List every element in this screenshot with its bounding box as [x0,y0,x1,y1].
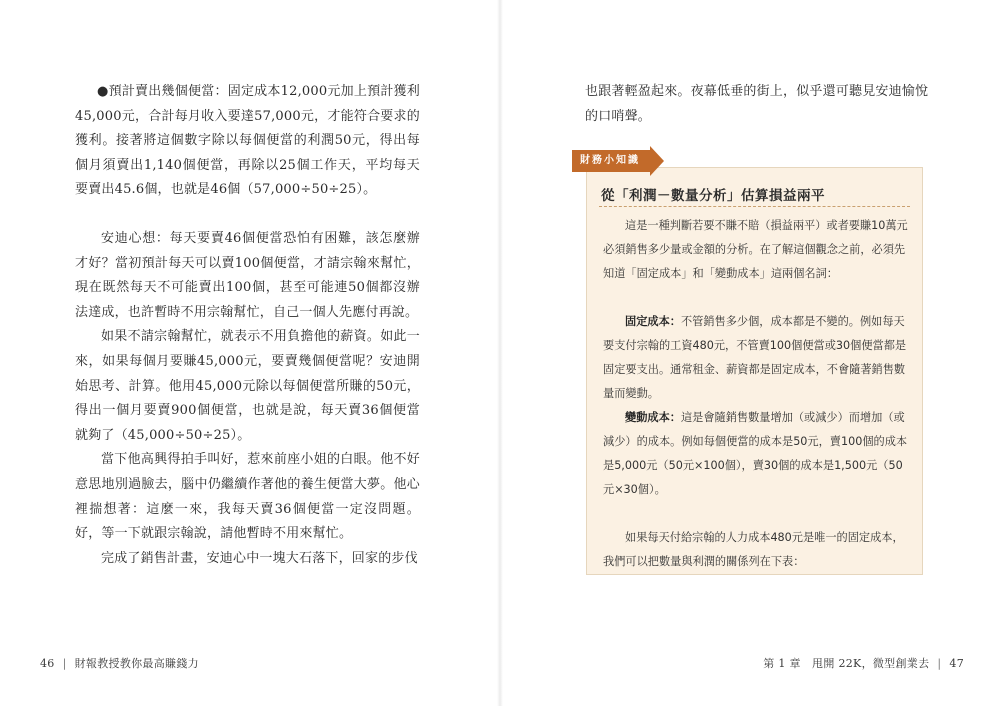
sidebar-divider [599,206,910,207]
footer-separator: | [62,657,67,670]
variable-cost-term: 變動成本： [625,411,681,424]
sidebar-body [603,214,908,574]
paragraph-continuation: 也跟著輕盈起來。夜幕低垂的街上，似乎還可聽見安迪愉悅的口哨聲。 [585,84,929,124]
sidebar-title: 從「利潤－數量分析」估算損益兩平 [601,188,825,204]
paragraph-without-helper: 如果不請宗翰幫忙，就表示不用負擔他的薪資。如此一來，如果每個月要賺45,000元，要賣幾個便當呢？安迪開始思考、計算。他用45,000元除以每個便當所賺的50元，得出一個月要賣900個便當，也就是說，每天賣36個便當就夠了（45,000÷50÷25）。 [75,329,420,443]
variable-cost-text: 這是會隨銷售數量增加（或減少）而增加（或減少）的成本。例如每個便當的成本是50元，賣100個的成本是5,000元（50元×100個），賣30個的成本是1,500元（50元×30個）。 [603,411,908,496]
sidebar-closing: 如果每天付給宗翰的人力成本480元是唯一的固定成本，我們可以把數量與利潤的關係列在下表： [603,531,904,568]
fixed-cost-text: 不管銷售多少個，成本都是不變的。例如每天要支付宗翰的工資480元，不管賣100個便當或30個便當都是固定要支出。通常租金、薪資都是固定成本，不會隨著銷售數量而變動。 [603,315,907,400]
fixed-cost-definition [603,310,908,406]
page-number-left: 46 [40,657,55,670]
tag-arrow-icon [650,146,664,176]
paragraph-clapping: 當下他高興得拍手叫好，惹來前座小姐的白眼。他不好意思地別過臉去，腦中仍繼續作著他的養生便當大夢。他心裡揣想著：這麼一來，我每天賣36個便當一定沒問題。好，等一下就跟宗翰說，請他暫時不用來幫忙。 [75,452,420,542]
paragraph-andy-thinks: 安迪心想：每天要賣46個便當恐怕有困難，該怎麼辦才好？當初預計每天可以賣100個便當，才請宗翰來幫忙，現在既然每天不可能賣出100個，甚至可能連50個都沒辦法達成，也許暫時不用宗翰幫忙，自己一個人先應付再說。 [75,230,420,320]
sidebar-intro: 這是一種判斷若要不賺不賠（損益兩平）或者要賺10萬元必須銷售多少量或金額的分析。在了解這個觀念之前，必須先知道「固定成本」和「變動成本」這兩個名詞： [603,219,908,280]
paragraph-sales-estimate: ●預計賣出幾個便當：固定成本12,000元加上預計獲利45,000元，合計每月收入要達57,000元，才能符合要求的獲利。接著將這個數字除以每個便當的利潤50元，得出每個月須賣出1,140個便當，再除以25個工作天，平均每天要賣出45.6個，也就是46個（57,000÷50÷25）。 [75,84,420,198]
footer-separator: | [937,657,942,670]
variable-cost-definition [603,406,908,502]
right-body-text [585,80,930,129]
left-footer [40,655,199,671]
book-title: 財報教授教你最高賺錢力 [74,657,199,670]
page-number-right: 47 [949,657,964,670]
finance-tip-sidebar [586,167,923,575]
chapter-title: 第 1 章 甩開 22K，微型創業去 [763,657,930,670]
right-page [500,0,1000,706]
left-body-text [75,80,420,571]
finance-tip-tag: 財務小知識 [572,150,650,172]
paragraph-plan-complete: 完成了銷售計畫，安迪心中一塊大石落下，回家的步伐 [101,550,418,566]
right-footer [763,655,964,671]
fixed-cost-term: 固定成本： [625,315,681,328]
